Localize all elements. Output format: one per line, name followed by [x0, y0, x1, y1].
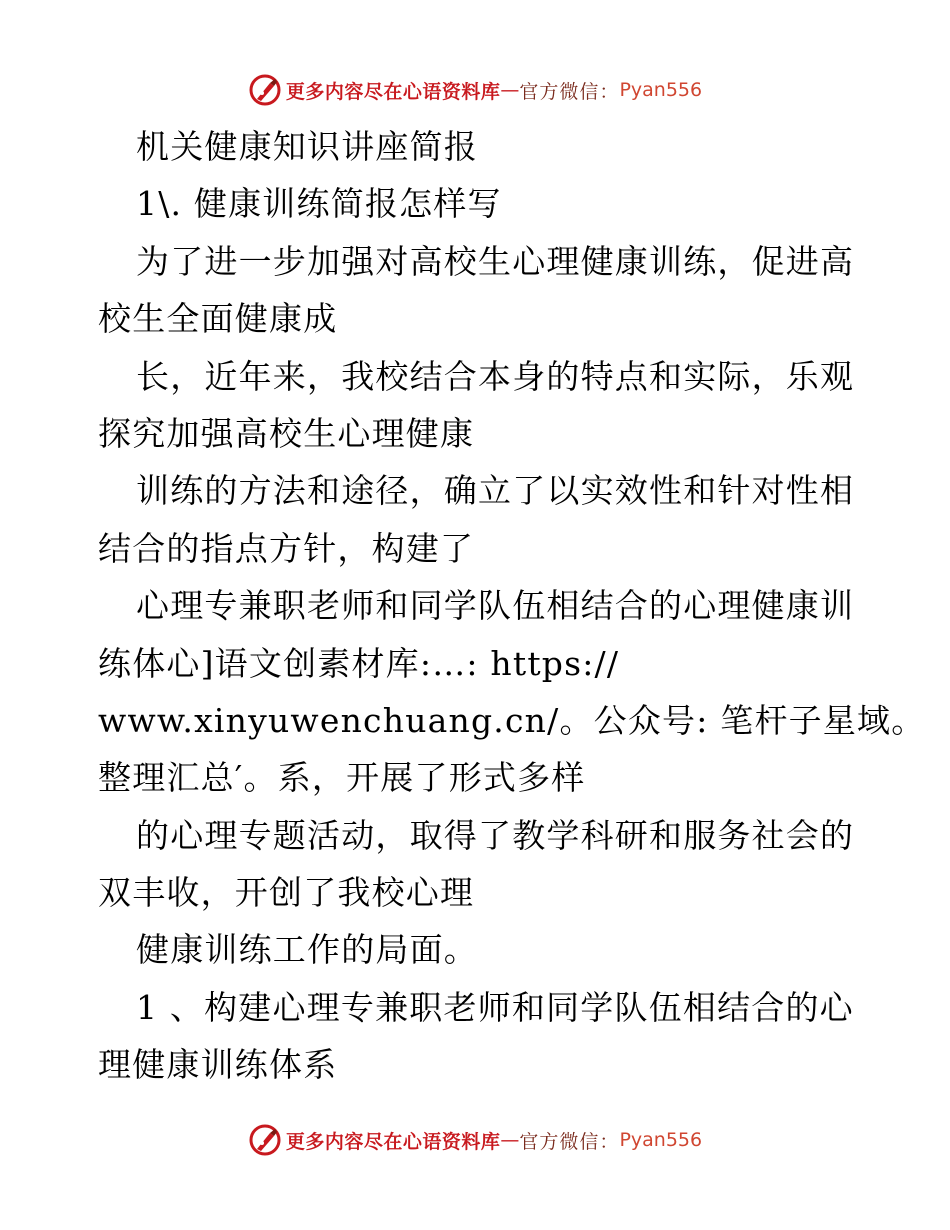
banner-brand-text: 更多内容尽在心语资料库 — [285, 1130, 501, 1153]
quill-seal-icon — [248, 1123, 282, 1157]
header-banner — [0, 70, 950, 110]
text-line: 结合的指点方针，构建了 — [98, 528, 475, 568]
text-line: 健康训练工作的局面。 — [136, 930, 478, 970]
text-line: 探究加强高校生心理健康 — [98, 413, 475, 453]
text-line: 1 、构建心理专兼职老师和同学队伍相结合的心 — [136, 987, 854, 1027]
document-body — [98, 118, 926, 1094]
text-line: 为了进一步加强对高校生心理健康训练，促进高 — [136, 241, 855, 281]
banner-separator: — — [500, 79, 520, 101]
text-line: 机关健康知识讲座简报 — [136, 127, 478, 166]
text-line: 的心理专题活动，取得了教学科研和服务社会的 — [136, 815, 855, 855]
text-line: 心理专兼职老师和同学队伍相结合的心理健康训 — [136, 586, 855, 626]
banner-brand-text: 更多内容尽在心语资料库 — [285, 80, 501, 103]
text-line: 1\. 健康训练简报怎样写 — [136, 184, 502, 224]
quill-seal-icon — [248, 73, 282, 107]
text-line: 训练的方法和途径，确立了以实效性和针对性相 — [136, 471, 855, 511]
text-line: 校生全面健康成 — [98, 299, 338, 339]
banner-wechat-label: 官方微信： — [519, 80, 620, 103]
banner-wechat-account: Pyan556 — [619, 79, 703, 101]
banner-wechat-label: 官方微信： — [519, 1130, 620, 1153]
text-line: 整理汇总′。系，开展了形式多样 — [98, 758, 586, 798]
footer-banner — [0, 1120, 950, 1160]
text-line: 双丰收，开创了我校心理 — [98, 873, 475, 913]
text-line: www.xinyuwenchuang.cn/。公众号: 笔杆子星域。 — [98, 700, 926, 740]
text-line: 长，近年来，我校结合本身的特点和实际，乐观 — [136, 356, 855, 396]
text-line: 练体心]语文创素材库:…: https:// — [98, 643, 620, 683]
banner-wechat-account: Pyan556 — [619, 1129, 703, 1151]
text-line: 理健康训练体系 — [98, 1045, 338, 1085]
banner-separator: — — [500, 1129, 520, 1151]
